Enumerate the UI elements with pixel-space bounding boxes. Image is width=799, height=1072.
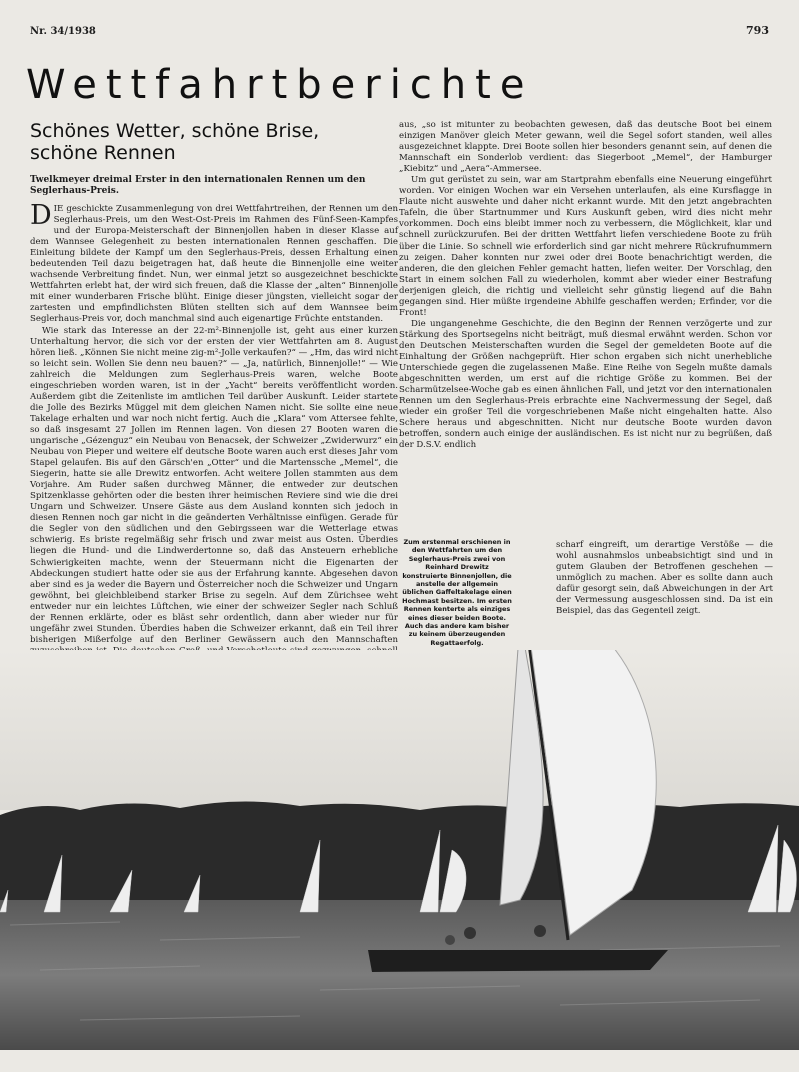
paragraph: Die ungangenehme Geschichte, die den Beginn der Rennen verzögerte und zur Stärkung des Sportsegelns nicht beiträgt, muß diesmal erwähnt werden. Schon vor den Deutschen Meisterschaften wurden die Segel der gemeldeten Boote auf die Einhaltung der Größen nachgeprüft. Hier schon ergaben sich nicht unerhebliche Unterschiede gegen die zugelassenen Maße. Eine Reihe von Segeln mußte damals abgeschnitten werden, um erst auf die richtige Größe zu kommen. Bei der Scharmützelsee-Woche gab es einen ähnlichen Fall, und jetzt vor den internationalen Rennen um den Seglerhaus-Preis erbrachte eine Nachvermessung der Segel, daß wieder ein großer Teil die vorgeschriebenen Maße nicht eingehalten hatte. Also Schere heraus und abgeschnitten. Nicht nur deutsche Boote wurden davon betroffen, sondern auch einige der ausländischen. Es ist nicht nur zu begrüßen, daß der D.S.V. endlich	[399, 318, 772, 451]
article-headline: Schönes Wetter, schöne Brise, schöne Rennen	[30, 120, 320, 164]
section-title: Wettfahrtberichte	[26, 62, 534, 108]
page-number: 793	[746, 24, 769, 37]
article-column-right	[399, 120, 772, 451]
paragraph: scharf eingreift, um derartige Verstöße — die wohl ausnahmslos unbeabsichtigt sind und in gutem Glauben der Betroffenen geschehen — unmöglich zu machen. Aber es sollte dann auch dafür gesorgt sein, daß Abweichungen in der Art der Vermessung ausgeschlossen sind. Da ist ein Beispiel, das das Gegenteil zeigt.	[556, 540, 773, 617]
issue-number: Nr. 34/1938	[30, 26, 96, 37]
drop-cap: D	[30, 200, 52, 231]
treeline	[0, 801, 799, 900]
paragraph: DIE geschickte Zusammenlegung von drei Wettfahrtreihen, der Rennen um den Seglerhaus-Preis, um den West-Ost-Preis im Rahmen des Fünf-Seen-Kampfes und der Europa-Meisterschaft der Binnenjollen haben in dieser Klasse auf dem Wannsee Gelegenheit zu besten internationalen Rennen geschaffen. Die Einleitung bildete der Kampf um den Seglerhaus-Preis, dessen Erhaltung einen bedeutenden Teil dazu beigetragen hat, daß heute die Binnenjolle eine weiter wachsende Verbreitung findet. Nun, wer einmal jetzt so ausgezeichnet beschickte Wettfahrten erlebt hat, der wird sich freuen, daß die Klasse der „alten“ Binnenjolle mit einer wunderbaren Frische blüht. Einige dieser jüngsten, vielleicht sogar der zartesten und empfindlichsten Blüten stellten sich auf dem Wannsee beim Seglerhaus-Preis vor, doch manchmal sind auch eigenartige Früchte entstanden.	[30, 200, 398, 325]
paragraph: aus, „so ist mitunter zu beobachten gewesen, daß das deutsche Boot bei einem einzigen Manöver gleich Meter gewann, weil die Segel sofort standen, weil alles ausgezeichnet klappte. Drei Boote sollen hier besonders genannt sein, auf denen die Mannschaft ein Sonderlob verdient: das Siegerboot „Memel“, der Hamburger „Kiebitz“ und „Aera“-Ammersee.	[399, 120, 772, 175]
article-column-right-continued	[556, 540, 773, 617]
paragraph: Wie stark das Interesse an der 22-m²-Binnenjolle ist, geht aus einer kurzen Unterhaltung hervor, die sich vor der ersten der vier Wettfahrten am 8. August hören ließ. „Können Sie nicht meine zig-m²-Jolle verkaufen?“ — „Hm, das wird nicht so leicht sein. Wollen Sie denn neu bauen?“ — „Ja, natürlich, Binnenjolle!“ — Wie zahlreich die Meldungen zum Seglerhaus-Preis waren, welche Boote eingeschrieben worden waren, ist in der „Yacht“ bereits veröffentlicht worden. Außerdem gibt die Zeitenliste im amtlichen Teil darüber Auskunft. Leider startete die Jolle des Bezirks Müggel mit dem gleichen Namen nicht. Sie sollte eine neue Takelage erhalten und war noch nicht fertig. Auch die „Klara“ vom Attersee fehlte, so daß insgesamt 27 Jollen im Rennen lagen. Von diesen 27 Booten waren die ungarische „Gézenguz“ ein Neubau von Benacsek, der Schweizer „Zwiderwurz“ ein Neubau von Pieper und weitere elf deutsche Boote waren auch erst dieses Jahr vom Stapel gelaufen. Bis auf den Gärsch'en „Otter“ und die Martenssche „Memel“, die Siegerin, hatte sie alle Drewitz entworfen. Acht weitere Jollen stammten aus dem Vorjahre. Am Ruder saßen durchweg Männer, die entweder zur deutschen Spitzenklasse gehörten oder die besten ihrer heimischen Reviere sind wie die drei Ungarn und Schweizer. Unsere Gäste aus dem Ausland konnten sich jedoch in diesen Rennen noch gar nicht in die geänderten Verhältnisse einfügen. Gerade für die Segler von den südlichen und den Gebirgsseen war die Wetterlage etwas schwierig. Es briste regelmäßig sehr frisch und zwar meist aus Osten. Überdies liegen die Hund- und die Lindwerdertonne so, daß das Ansteuern erhebliche Schwierigkeiten machte, wenn der Steuermann nicht die Eigenarten der Abdeckungen studiert hatte oder sie aus der Erfahrung kannte. Abgesehen davon aber sind es ja weder die Bayern und Österreicher noch die Schweizer und Ungarn gewöhnt, bei gleichbleibend starker Brise zu segeln. Auf dem Zürichsee weht entweder nur ein leichtes Lüftchen, wie einer der schweizer Segler nach Schluß der Rennen erklärte, oder es bläst sehr ordentlich, dann aber wieder nur für ungefähr zwei Stunden. Überdies haben die Schweizer erkannt, daß ein Teil ihrer bisherigen Mißerfolge auf den Berliner Gewässern auch den Mannschaften	[30, 325, 398, 645]
hull	[368, 950, 668, 972]
paragraph: Um gut gerüstet zu sein, war am Startprahm ebenfalls eine Neuerung eingeführt worden. Vor einigen Wochen war ein Versehen unterlaufen, als eine Kursflagge in Flaute nicht auswehte und daher nicht erkannt wurde. Mit den jetzt angebrachten Tafeln, die über Startnummer und Kurs Auskunft geben, wird dies nicht mehr vorkommen. Doch eins bleibt immer noch zu verbessern, die Möglichkeit, klar und schnell zurückzurufen. Bei der dritten Wettfahrt liefen verschiedene Boote zu früh über die Linie. So schnell wie erforderlich sind gar nicht mehrere Rückrufnummern zu zeigen. Daher konnten nur zwei oder drei Boote benachrichtigt werden, die anderen, die den gleichen Fehler gemacht hatten, liefen weiter. Der Vorschlag, den Start in einem solchen Fall zu wiederholen, kommt aber wieder einer Bestrafung derjenigen gleich, die richtig und vielleicht sehr günstig liegend auf die Bahn gegangen sind. Hier müßte irgendeine Abhilfe geschaffen werden; Erfinder, vor die Front!	[399, 175, 772, 318]
sailing-photo	[0, 650, 799, 1050]
photo-caption: Zum erstenmal erschienen in den Wettfahrten um den Seglerhaus-Preis zwei von Reinhard Drewitz konstruierte Binnenjollen, die anstelle der allgemein üblichen Gaffeltakelage einen Hochmast besitzen. Im ersten Rennen kenterte als einziges eines dieser beiden Boote. Auch das andere kam bisher zu keinem überzeugenden Regattaerfolg.	[402, 538, 512, 647]
article-column-left	[30, 200, 398, 679]
article-subhead: Twelkmeyer dreimal Erster in den internationalen Rennen um den Seglerhaus-Preis.	[30, 175, 366, 196]
